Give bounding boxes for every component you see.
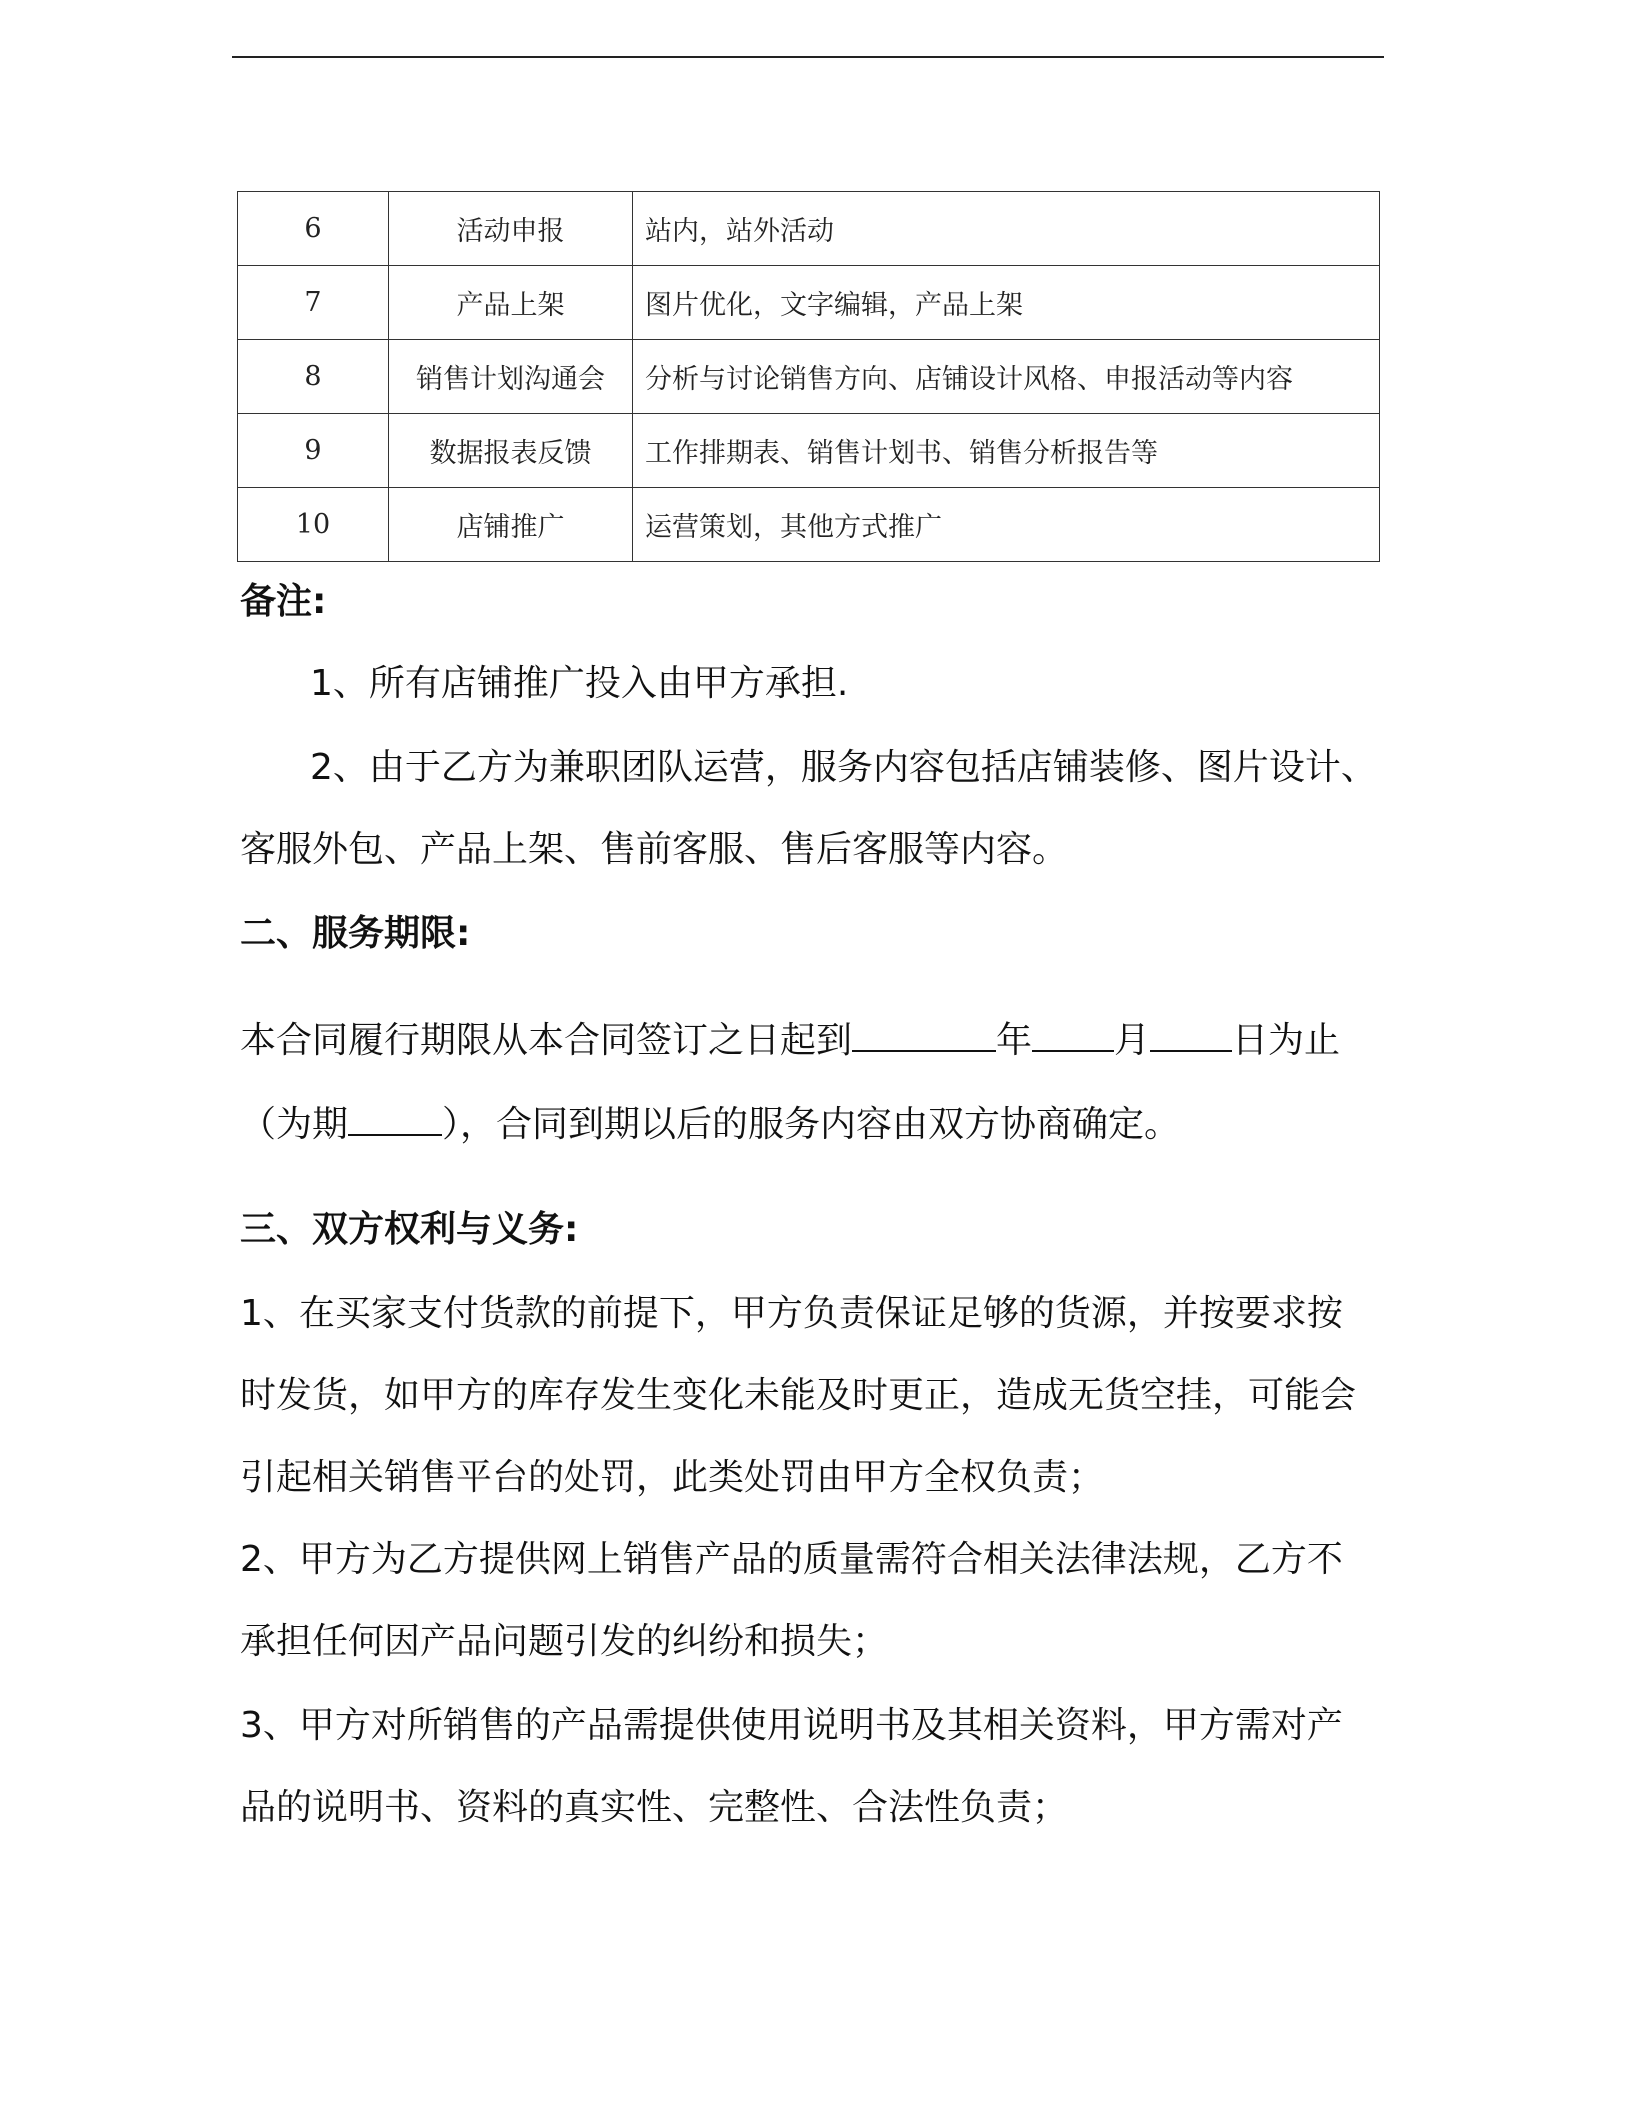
section-3-heading: 三、双方权利与义务: [240, 1209, 579, 1250]
term-line-2-prefix: （为期 [240, 1104, 349, 1145]
service-content: 站内，站外活动 [633, 192, 1380, 266]
service-item: 销售计划沟通会 [389, 340, 633, 414]
duration-blank[interactable] [348, 1102, 442, 1136]
day-until-label: 日为止 [1232, 1020, 1341, 1061]
term-line-1 [240, 1018, 1340, 1063]
note-item-2-line-1: 2、由于乙方为兼职团队运营，服务内容包括店铺装修、图片设计、 [310, 747, 1377, 788]
service-item: 产品上架 [389, 266, 633, 340]
row-number: 7 [238, 266, 389, 340]
obligation-2-line-2: 承担任何因产品问题引发的纠纷和损失； [240, 1621, 889, 1662]
row-number: 6 [238, 192, 389, 266]
row-number: 10 [238, 488, 389, 562]
notes-heading: 备注: [240, 581, 327, 622]
day-blank[interactable] [1150, 1018, 1232, 1052]
header-rule [232, 56, 1384, 58]
term-line-2-suffix: ），合同到期以后的服务内容由双方协商确定。 [442, 1104, 1181, 1145]
note-item-1: 1、所有店铺推广投入由甲方承担. [310, 663, 849, 704]
service-content: 分析与讨论销售方向、店铺设计风格、申报活动等内容 [633, 340, 1380, 414]
obligation-1-line-2: 时发货，如甲方的库存发生变化未能及时更正，造成无货空挂，可能会 [240, 1375, 1357, 1416]
obligation-1-line-3: 引起相关销售平台的处罚，此类处罚由甲方全权负责； [240, 1457, 1105, 1498]
obligation-3-line-2: 品的说明书、资料的真实性、完整性、合法性负责； [240, 1787, 1069, 1828]
year-label: 年 [996, 1020, 1033, 1061]
table-row [238, 340, 1380, 414]
term-line-1-text: 本合同履行期限从本合同签订之日起到 [240, 1020, 853, 1061]
table-row [238, 266, 1380, 340]
service-items-table [237, 191, 1380, 562]
service-item: 数据报表反馈 [389, 414, 633, 488]
service-item: 活动申报 [389, 192, 633, 266]
year-blank[interactable] [852, 1018, 996, 1052]
table-row [238, 414, 1380, 488]
table-row [238, 192, 1380, 266]
service-content: 运营策划，其他方式推广 [633, 488, 1380, 562]
table-row [238, 488, 1380, 562]
row-number: 9 [238, 414, 389, 488]
month-blank[interactable] [1032, 1018, 1114, 1052]
row-number: 8 [238, 340, 389, 414]
note-item-2-line-2: 客服外包、产品上架、售前客服、售后客服等内容。 [240, 829, 1069, 870]
obligation-1-line-1: 1、在买家支付货款的前提下，甲方负责保证足够的货源，并按要求按 [240, 1293, 1343, 1334]
month-label: 月 [1114, 1020, 1151, 1061]
obligation-3-line-1: 3、甲方对所销售的产品需提供使用说明书及其相关资料，甲方需对产 [240, 1705, 1343, 1746]
obligation-2-line-1: 2、甲方为乙方提供网上销售产品的质量需符合相关法律法规，乙方不 [240, 1539, 1343, 1580]
service-content: 图片优化，文字编辑，产品上架 [633, 266, 1380, 340]
term-line-2 [240, 1102, 1180, 1147]
service-item: 店铺推广 [389, 488, 633, 562]
section-2-heading: 二、服务期限: [240, 913, 471, 954]
service-content: 工作排期表、销售计划书、销售分析报告等 [633, 414, 1380, 488]
